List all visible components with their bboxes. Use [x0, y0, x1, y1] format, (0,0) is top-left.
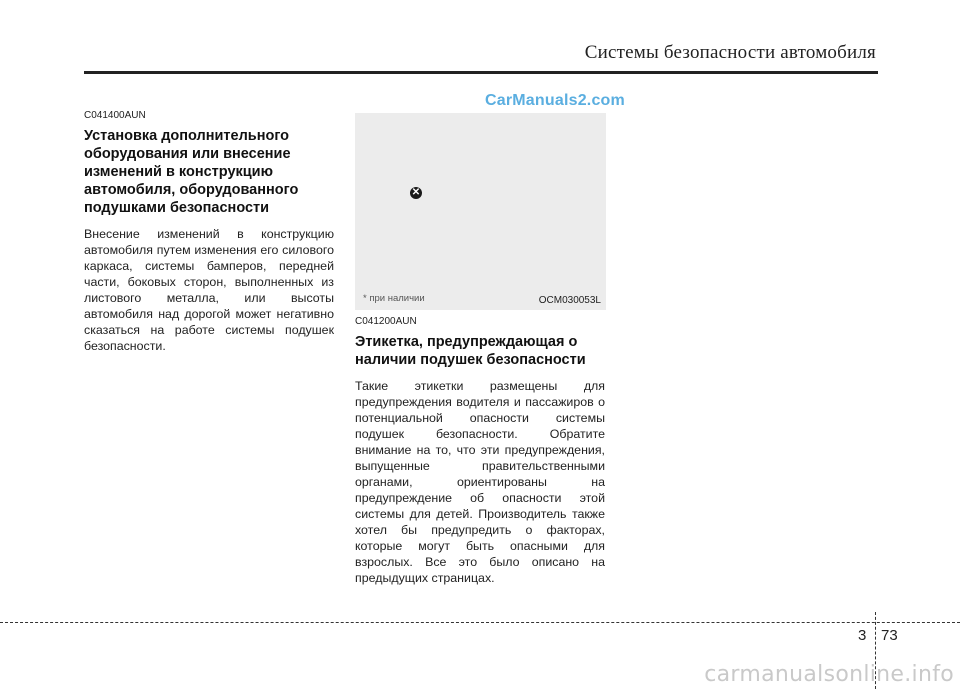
section-body-left: Внесение изменений в конструкцию автомобиля путем изменения его силового каркаса, системы бамперов, передней части, боковых сторон, выполненных из листового металла, или высоты автомобиля над дорогой может негативно сказаться на работе системы подушек безопасности. [84, 227, 334, 353]
section-heading-right: Этикетка, предупреждающая о наличии подушек безопасности [355, 334, 586, 368]
section-heading-left: Установка дополнительного оборудования или внесение изменений в конструкцию автомобиля, оборудованного подушками безопасности [84, 128, 299, 216]
watermark-top: CarManuals2.com [485, 92, 625, 109]
airbag-marker-icon: ✕ [411, 187, 421, 198]
right-column [355, 316, 605, 586]
figure-code: OCM030053L [538, 295, 601, 306]
left-column [84, 110, 334, 354]
watermark-bottom: carmanualsonline.info [704, 662, 954, 687]
section-body-right: Такие этикетки размещены для предупреждения водителя и пассажиров о потенциальной опасности системы подушек безопасности. Обратите внимание на то, что эти предупреждения, выпущенные правительственными органами, ориентированы на предупреждение об опасности этой системы для детей. Производитель также хотел бы предупредить о факторах, которые могут быть опасными для взрослых. Все это было описано на предыдущих страницах. [355, 379, 605, 585]
section-code-right: C041200AUN [355, 316, 417, 327]
page-number: 73 [881, 627, 898, 644]
figure-caption: * при наличии [363, 293, 425, 304]
header-rule [84, 71, 878, 74]
page-header-title: Системы безопасности автомобиля [584, 42, 876, 63]
section-number: 3 [858, 627, 867, 644]
footer-rule [0, 622, 960, 623]
section-code-left: C041400AUN [84, 110, 146, 121]
figure-illustration [355, 113, 606, 310]
